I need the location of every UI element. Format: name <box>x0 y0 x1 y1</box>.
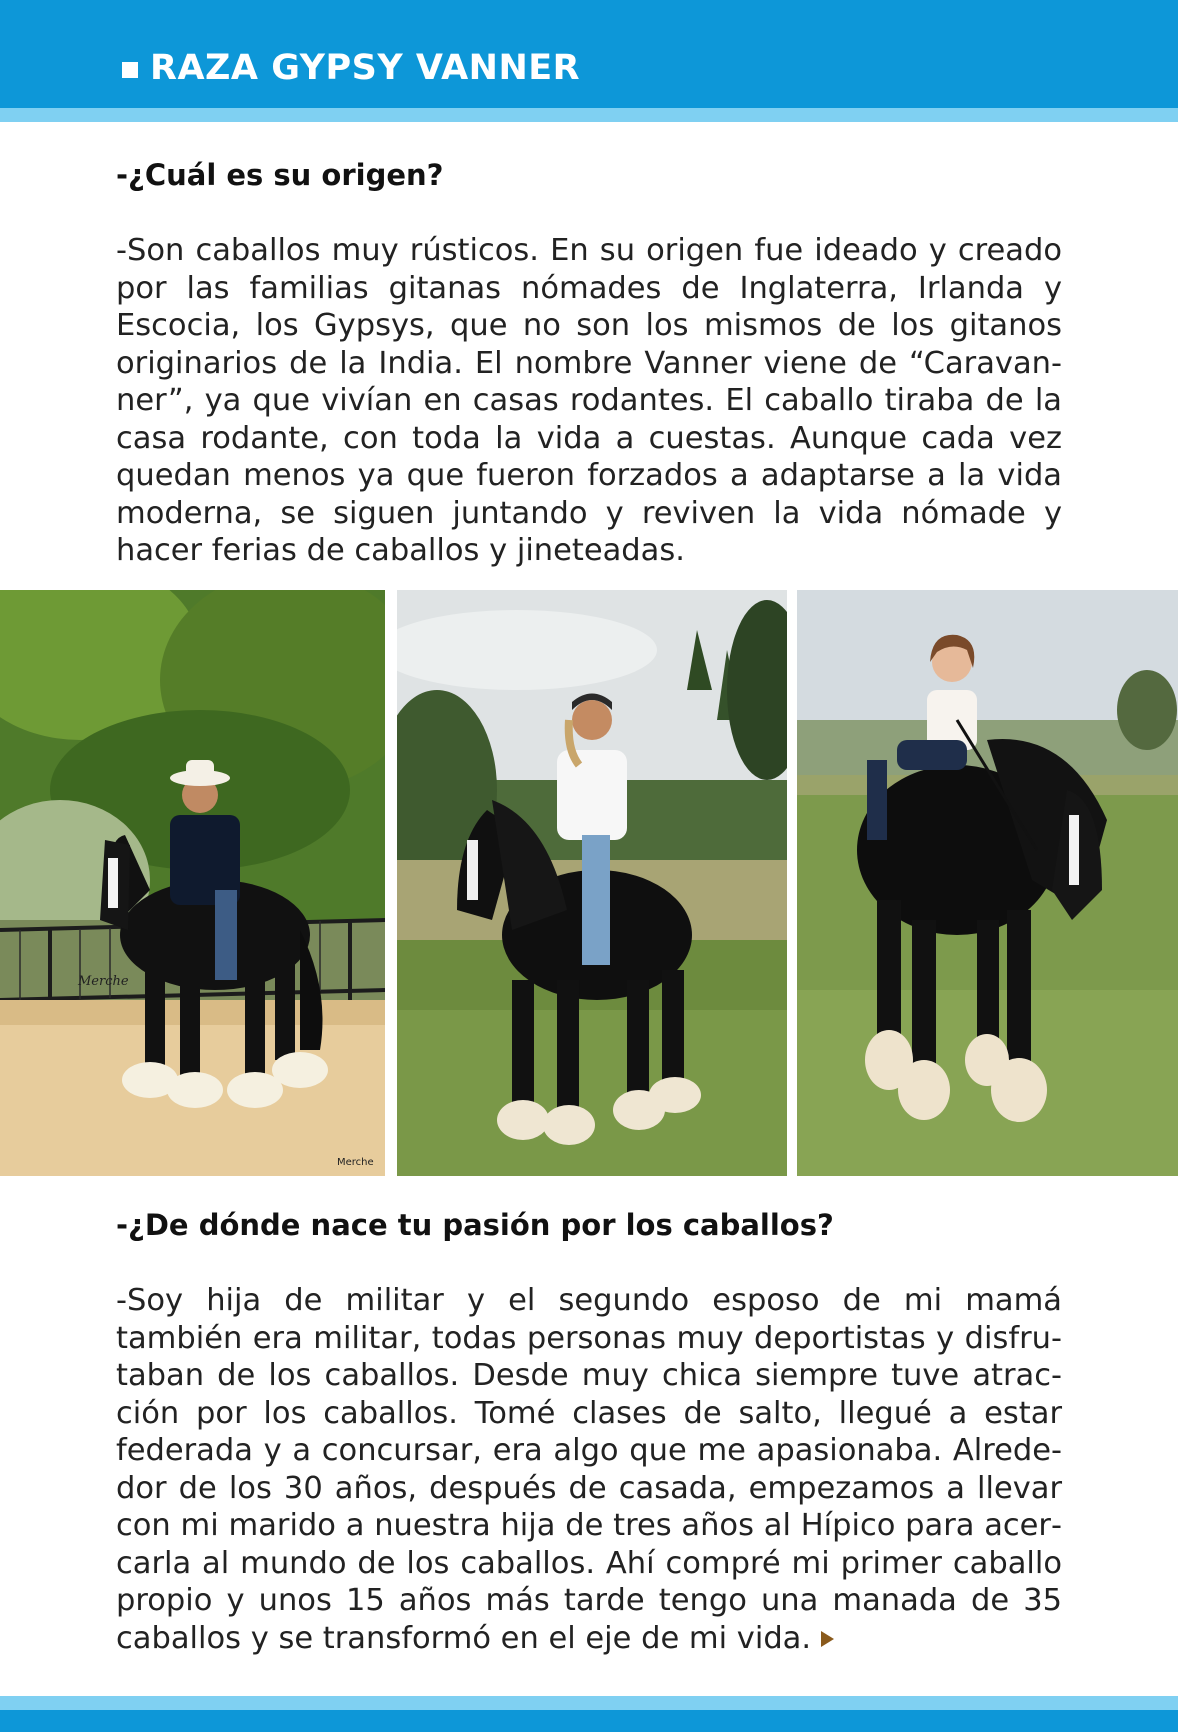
footer-band <box>0 1710 1178 1732</box>
photo-signature: Merche <box>78 974 129 989</box>
square-bullet-icon <box>122 62 138 78</box>
continue-arrow-icon <box>821 1631 834 1647</box>
photo-girl-on-horse <box>797 590 1178 1176</box>
photo-rider-in-arena <box>0 590 385 1176</box>
answer-origin: -Son caballos muy rústicos. En su origen fue ideado y creado por las familias gitanas nómades de Inglaterra, Irlanda y Escocia, los Gypsys, que no son los mismos de los gitanos originarios de la India. El nombre Vanner viene de “Caravanner”, ya que vivían en casas rodantes. El caballo tiraba de la casa rodante, con toda la vida a cuestas. Aunque cada vez quedan menos ya que fueron forzados a adaptarse a la vida moderna, se siguen juntando y reviven la vida nómade y hacer ferias de caballos y jineteadas. <box>116 233 1062 568</box>
footer-stripe <box>0 1696 1178 1710</box>
question-origin: -¿Cuál es su origen? <box>116 158 444 192</box>
section-title-text: RAZA GYPSY VANNER <box>150 48 581 88</box>
answer-passion <box>116 1282 1062 1657</box>
section-title <box>122 46 580 90</box>
question-passion: -¿De dónde nace tu pasión por los caballos? <box>116 1208 834 1242</box>
photo-man-on-horse <box>397 590 787 1176</box>
header-stripe <box>0 108 1178 122</box>
answer-passion-text: -Soy hija de militar y el segundo esposo de mi mamá también era militar, todas personas muy deportistas y disfrutaban de los caballos. Desde muy chica siempre tuve atracción por los caballos. Tomé clases de salto, llegué a estar federada y a concursar, era algo que me apasionaba. Alrededor de los 30 años, después de casada, empezamos a llevar con mi marido a nuestra hija de tres años al Hípico para acercarla al mundo de los caballos. Ahí compré mi primer caballo propio y unos 15 años más tarde tengo una manada de 35 caballos y se transformó en el eje de mi vida. <box>116 1283 1062 1656</box>
photo-watermark: Merche <box>337 1157 374 1168</box>
